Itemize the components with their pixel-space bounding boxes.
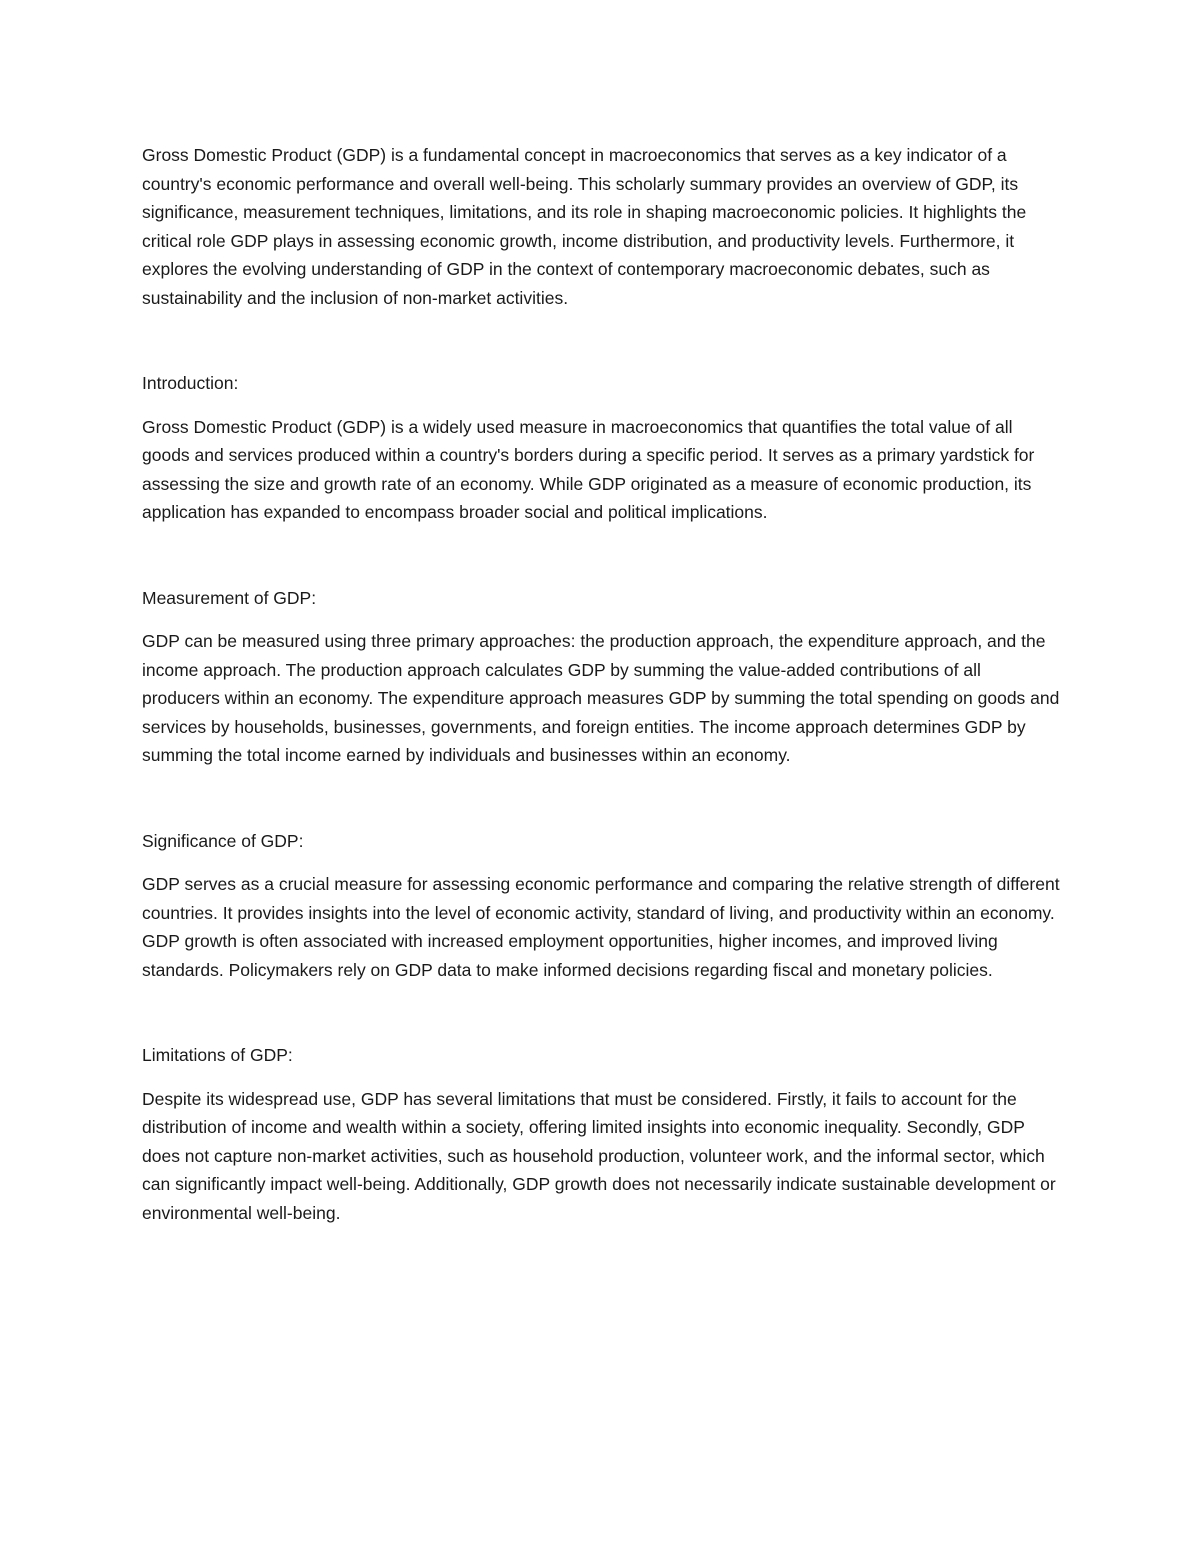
section-heading-measurement: Measurement of GDP:: [142, 587, 317, 608]
section-body-limitations: Despite its widespread use, GDP has several limitations that must be considered. Firstly, it fails to account for the distribution of income and wealth within a society, offering limited insights into economic inequality. Secondly, GDP does not capture non-market activities, such as household production, volunteer work, and the informal sector, which can significantly impact well-being. Additionally, GDP growth does not necessarily indicate sustainable development or environmental well-being.: [142, 1088, 1056, 1223]
section-heading-significance: Significance of GDP:: [142, 830, 304, 851]
section-body-significance: GDP serves as a crucial measure for assessing economic performance and comparing the relative strength of different countries. It provides insights into the level of economic activity, standard of living, and productivity within an economy. GDP growth is often associated with increased employment opportunities, higher incomes, and improved living standards. Policymakers rely on GDP data to make informed decisions regarding fiscal and monetary policies.: [142, 874, 1060, 980]
section-body-introduction: Gross Domestic Product (GDP) is a widely used measure in macroeconomics that quantifies the total value of all goods and services produced within a country's borders during a specific period. It serves as a primary yardstick for assessing the size and growth rate of an economy. While GDP originated as a measure of economic production, its application has expanded to encompass broader social and political implications.: [142, 416, 1035, 522]
section-heading-limitations: Limitations of GDP:: [142, 1045, 293, 1065]
document-body: [142, 141, 1062, 1227]
section-heading-introduction: Introduction:: [142, 373, 239, 393]
abstract-paragraph: Gross Domestic Product (GDP) is a fundamental concept in macroeconomics that serves as a key indicator of a country's economic performance and overall well-being. This scholarly summary provides an overview of GDP, its significance, measurement techniques, limitations, and its role in shaping macroeconomic policies. It highlights the critical role GDP plays in assessing economic growth, income distribution, and productivity levels. Furthermore, it explores the evolving understanding of GDP in the context of contemporary macroeconomic debates, such as sustainability and the inclusion of non-market activities.: [142, 145, 1027, 308]
section-body-measurement: GDP can be measured using three primary approaches: the production approach, the expenditure approach, and the income approach. The production approach calculates GDP by summing the value-added contributions of all producers within an economy. The expenditure approach measures GDP by summing the total spending on goods and services by households, businesses, governments, and foreign entities. The income approach determines GDP by summing the total income earned by individuals and businesses within an economy.: [142, 631, 1060, 765]
